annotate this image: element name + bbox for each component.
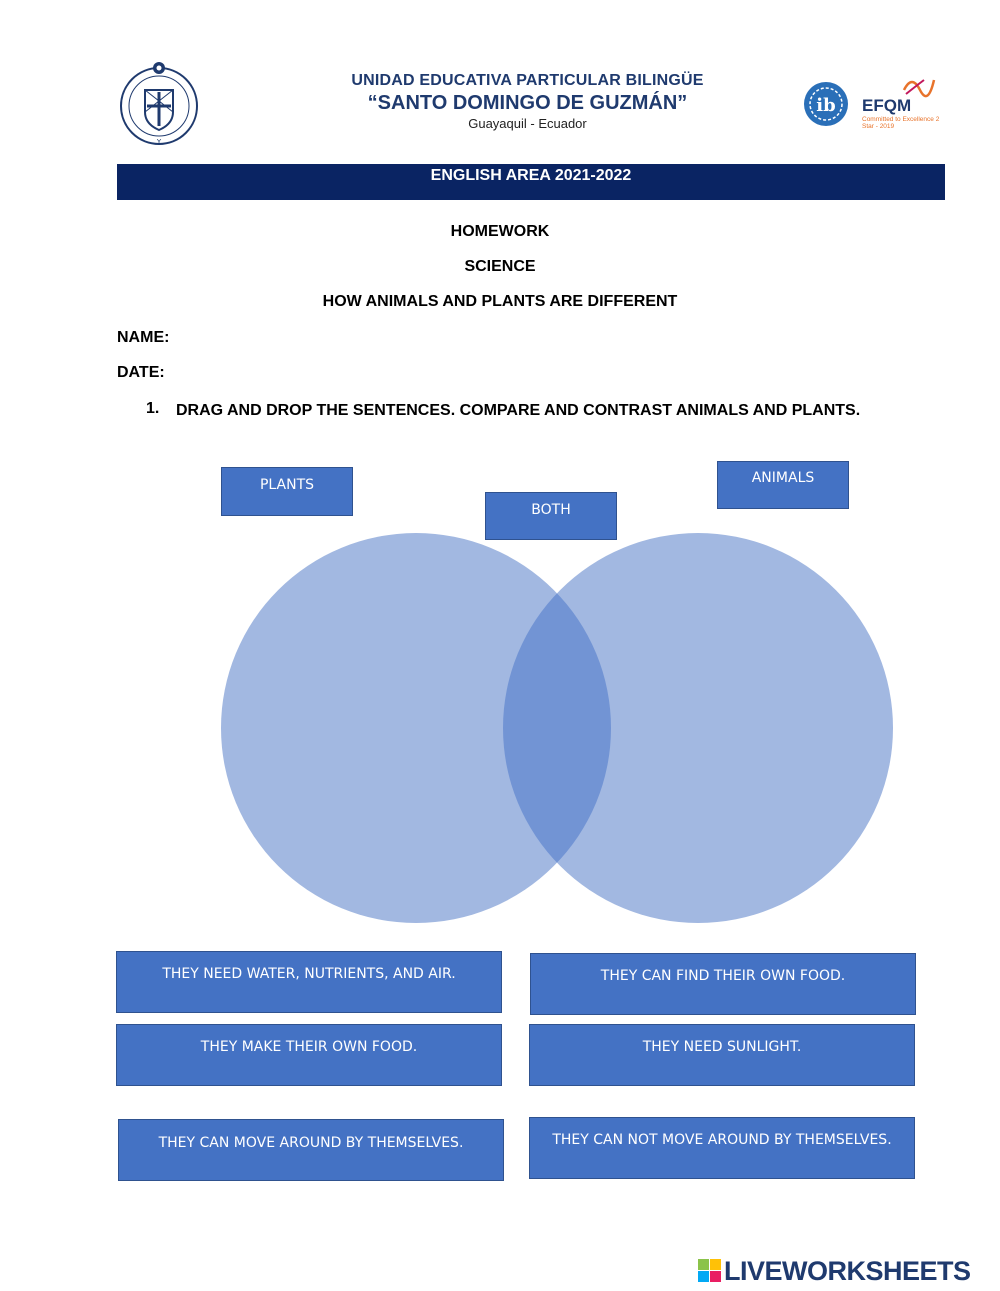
- homework-heading: HOMEWORK: [450, 223, 550, 240]
- banner-text: ENGLISH AREA 2021-2022: [430, 167, 632, 184]
- instruction-text: DRAG AND DROP THE SENTENCES. COMPARE AND CONTRAST ANIMALS AND PLANTS.: [176, 402, 861, 419]
- animals-label: ANIMALS: [717, 461, 849, 509]
- liveworksheets-text: LIVEWORKSHEETS: [724, 1256, 971, 1286]
- topic-heading: HOW ANIMALS AND PLANTS ARE DIFFERENT: [322, 293, 678, 310]
- instruction-number: 1.: [146, 400, 160, 417]
- school-name-line1: UNIDAD EDUCATIVA PARTICULAR BILINGÜE: [351, 72, 704, 89]
- sentence-need-water[interactable]: THEY NEED WATER, NUTRIENTS, AND AIR.: [116, 951, 502, 1013]
- sentence-can-move[interactable]: THEY CAN MOVE AROUND BY THEMSELVES.: [118, 1119, 504, 1181]
- name-field-label: NAME:: [117, 329, 170, 346]
- subject-heading: SCIENCE: [464, 258, 536, 275]
- school-name-line2: “SANTO DOMINGO DE GUZMÁN”: [367, 92, 688, 114]
- sentence-need-sunlight[interactable]: THEY NEED SUNLIGHT.: [529, 1024, 915, 1086]
- both-label: BOTH: [485, 492, 617, 540]
- school-location: Guayaquil - Ecuador: [468, 116, 587, 131]
- efqm-logo-text: EFQM: [862, 96, 912, 115]
- plants-label: PLANTS: [221, 467, 353, 516]
- ib-logo: [802, 80, 850, 128]
- sentence-make-food[interactable]: THEY MAKE THEIR OWN FOOD.: [116, 1024, 502, 1086]
- liveworksheets-blocks-icon: [698, 1259, 722, 1283]
- venn-diagram[interactable]: [210, 525, 910, 935]
- efqm-swirl-icon: [900, 72, 936, 98]
- svg-text:Y: Y: [156, 138, 162, 146]
- date-field-label: DATE:: [117, 364, 165, 381]
- efqm-tagline: Committed to Excellence 2 Star - 2019: [862, 116, 940, 130]
- svg-text:ib: ib: [816, 95, 836, 116]
- area-banner: [117, 164, 945, 200]
- school-crest-logo: [115, 58, 203, 148]
- sentence-find-food[interactable]: THEY CAN FIND THEIR OWN FOOD.: [530, 953, 916, 1015]
- sentence-cannot-move[interactable]: THEY CAN NOT MOVE AROUND BY THEMSELVES.: [529, 1117, 915, 1179]
